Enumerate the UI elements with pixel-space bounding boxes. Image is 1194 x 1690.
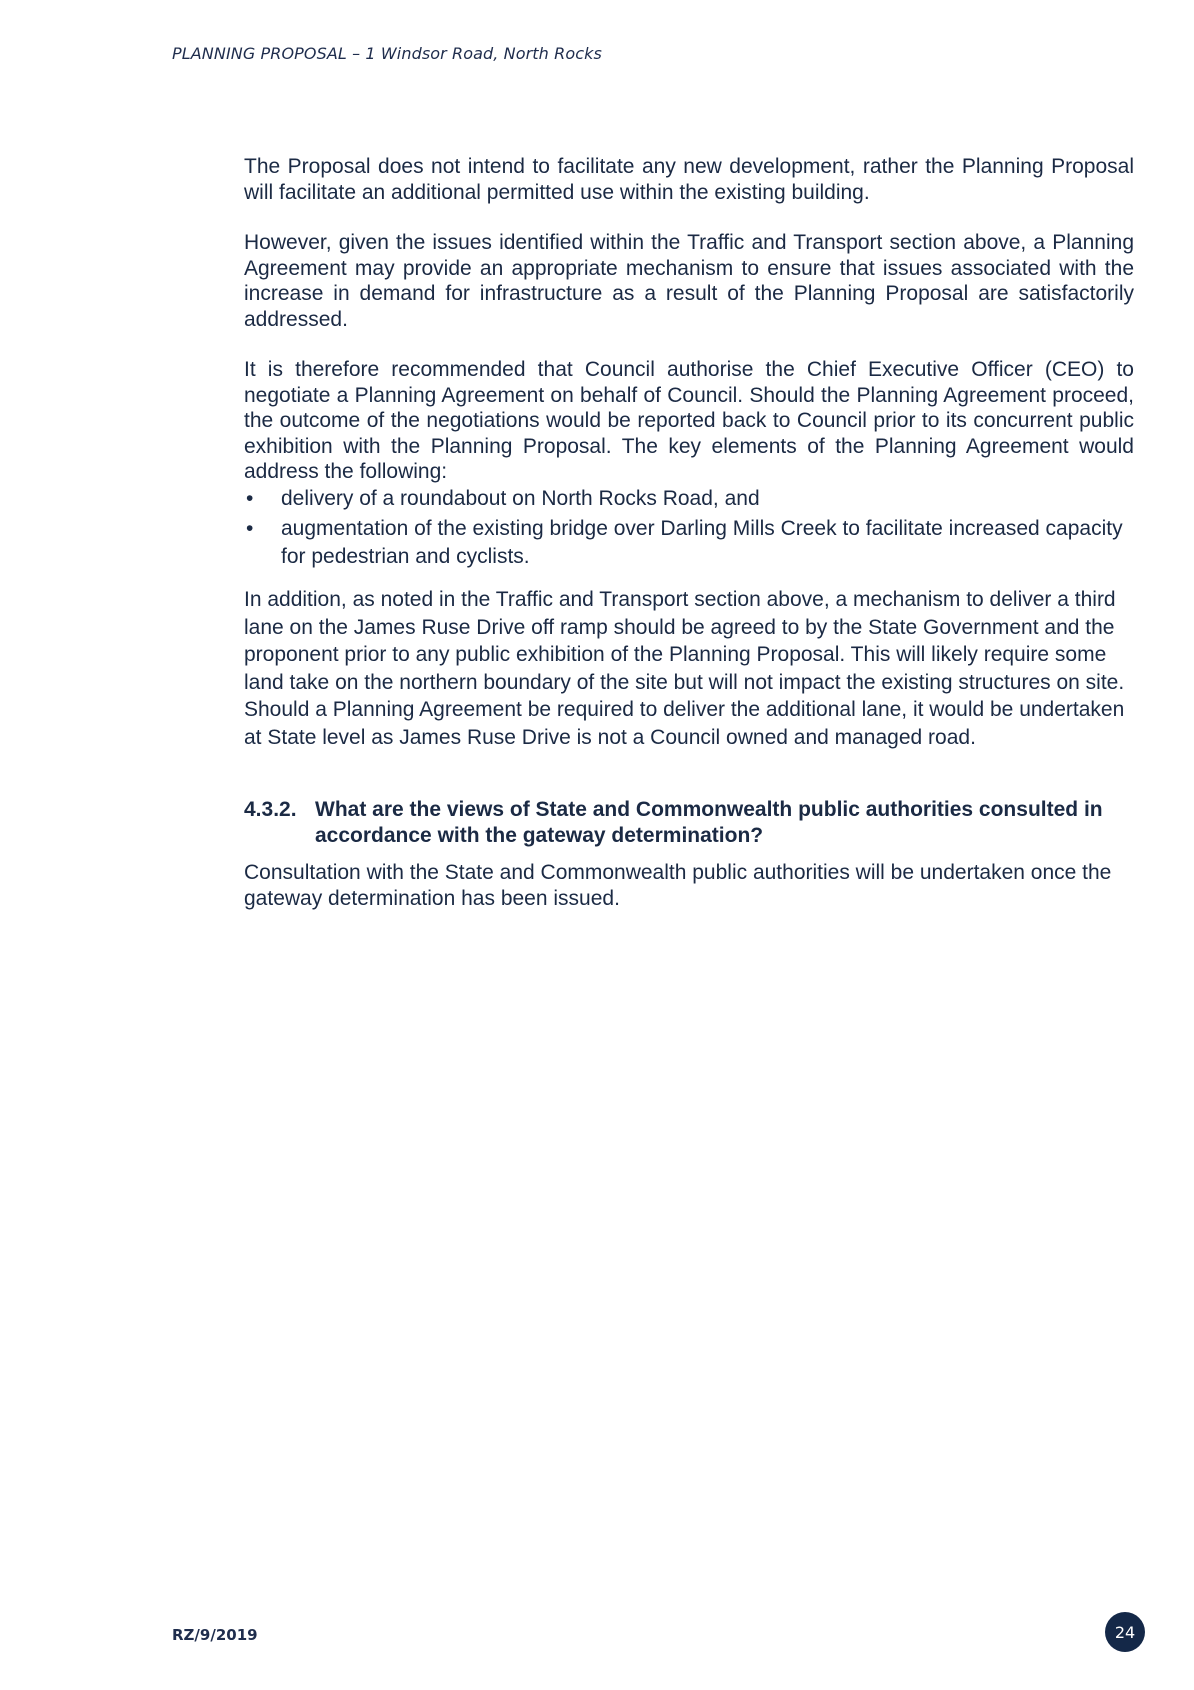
- paragraph-consultation: Consultation with the State and Commonwealth public authorities will be undertaken once the gateway determination has been issued.: [244, 861, 1112, 910]
- bullet-icon: •: [246, 517, 254, 540]
- section-title: What are the views of State and Commonwealth public authorities consulted in accordance with the gateway determination?: [315, 798, 1103, 847]
- section-number: 4.3.2.: [244, 798, 297, 821]
- paragraph-recommendation: It is therefore recommended that Council authorise the Chief Executive Officer (CEO) to negotiate a Planning Agreement on behalf of Council. Should the Planning Agreement proceed, the outcome of the negotiations would be reported back to Council prior to its concurrent public exhibition with the Planning Proposal. The key elements of the Planning Agreement would address the following:: [244, 358, 1134, 483]
- paragraph-planning-agreement: However, given the issues identified within the Traffic and Transport section above, a Planning Agreement may provide an appropriate mechanism to ensure that issues associated with the increase in demand for infrastructure as a result of the Planning Proposal are satisfactorily addressed.: [244, 231, 1134, 331]
- list-item: [244, 515, 1134, 571]
- footer-reference: RZ/9/2019: [172, 1626, 258, 1644]
- list-item: [244, 485, 1134, 513]
- paragraph-proposal-scope: The Proposal does not intend to facilitate any new development, rather the Planning Proposal will facilitate an additional permitted use within the existing building.: [244, 155, 1134, 204]
- page-header: PLANNING PROPOSAL – 1 Windsor Road, North Rocks: [172, 44, 602, 63]
- paragraph-third-lane: In addition, as noted in the Traffic and Transport section above, a mechanism to deliver a third lane on the James Ruse Drive off ramp should be agreed to by the State Government and the proponent prior to any public exhibition of the Planning Proposal. This will likely require some land take on the northern boundary of the site but will not impact the existing structures on site. Should a Planning Agreement be required to deliver the additional lane, it would be undertaken at State level as James Ruse Drive is not a Council owned and managed road.: [244, 588, 1125, 749]
- agreement-elements-list: [244, 485, 1134, 573]
- section-heading: [244, 797, 1134, 849]
- page-number-badge: 24: [1105, 1612, 1145, 1652]
- bullet-icon: •: [246, 487, 254, 510]
- list-item-text: delivery of a roundabout on North Rocks Road, and: [281, 487, 760, 510]
- list-item-text: augmentation of the existing bridge over Darling Mills Creek to facilitate increased capacity for pedestrian and cyclists.: [281, 517, 1123, 568]
